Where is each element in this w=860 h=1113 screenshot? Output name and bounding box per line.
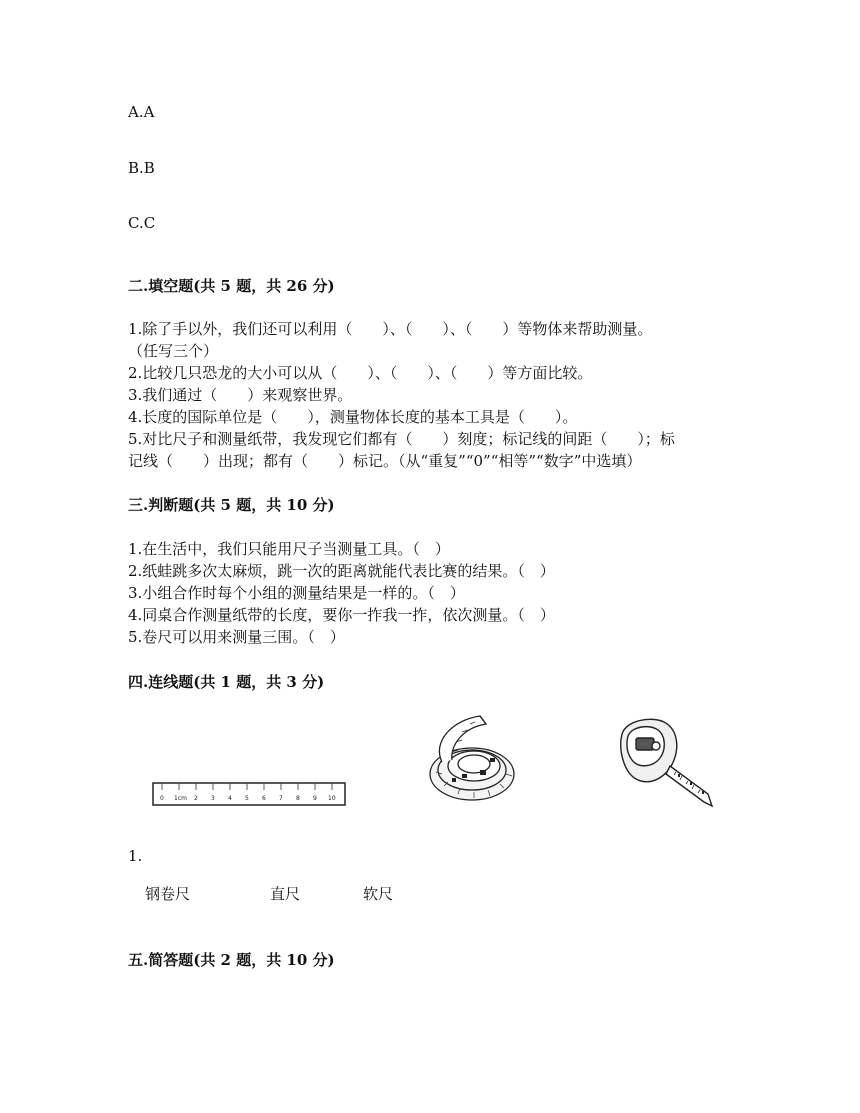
match-label-ruler: 直尺 — [270, 885, 301, 903]
judge-question-line: 4.同桌合作测量纸带的长度，要你一拃我一拃，依次测量。（ ） — [128, 606, 555, 624]
fill-question-line: 3.我们通过（ ）来观察世界。 — [128, 386, 353, 404]
ruler-label: 6 — [262, 795, 266, 802]
match-label-steel-tape: 钢卷尺 — [145, 885, 191, 903]
true-false-questions — [128, 538, 738, 648]
ruler-label: 3 — [211, 795, 215, 802]
section3-heading: 三.判断题(共 5 题，共 10 分) — [128, 496, 335, 514]
fill-question-line: 1.除了手以外，我们还可以利用（ ）、（ ）、（ ）等物体来帮助测量。 — [128, 320, 653, 338]
straight-ruler-image — [152, 782, 346, 808]
section5-heading: 五.简答题(共 2 题，共 10 分) — [128, 951, 335, 969]
soft-tape-image — [422, 712, 526, 808]
question-number: 1. — [128, 847, 143, 865]
judge-question-line: 5.卷尺可以用来测量三围。（ ） — [128, 628, 345, 646]
ruler-label: 1cm — [174, 795, 187, 802]
ruler-label: 2 — [194, 795, 198, 802]
steel-tape-image — [612, 714, 716, 810]
judge-question-line: 2.纸蛙跳多次太麻烦，跳一次的距离就能代表比赛的结果。（ ） — [128, 562, 555, 580]
option-b: B.B — [128, 159, 155, 177]
judge-question-line: 1.在生活中，我们只能用尺子当测量工具。（ ） — [128, 540, 450, 558]
fill-question-line: 4.长度的国际单位是（ ），测量物体长度的基本工具是（ ）。 — [128, 408, 578, 426]
fill-question-line: （任写三个） — [128, 342, 219, 360]
match-label-soft-tape: 软尺 — [363, 885, 394, 903]
fill-question-line: 记线（ ）出现；都有（ ）标记。（从“重复”“0”“相等”“数字”中选填） — [128, 452, 642, 470]
fill-in-questions — [128, 318, 738, 472]
judge-question-line: 3.小组合作时每个小组的测量结果是一样的。（ ） — [128, 584, 465, 602]
ruler-label: 5 — [245, 795, 249, 802]
fill-question-line: 2.比较几只恐龙的大小可以从（ ）、（ ）、（ ）等方面比较。 — [128, 364, 593, 382]
ruler-label: 9 — [313, 795, 317, 802]
ruler-label: 7 — [279, 795, 283, 802]
ruler-label: 4 — [228, 795, 232, 802]
fill-question-line: 5.对比尺子和测量纸带，我发现它们都有（ ）刻度；标记线的间距（ ）；标 — [128, 430, 675, 448]
option-a: A.A — [128, 103, 155, 121]
ruler-label: 0 — [160, 795, 164, 802]
ruler-label: 8 — [296, 795, 300, 802]
section2-heading: 二.填空题(共 5 题，共 26 分) — [128, 277, 335, 295]
section4-heading: 四.连线题(共 1 题，共 3 分) — [128, 673, 325, 691]
option-c: C.C — [128, 214, 156, 232]
ruler-label: 10 — [328, 795, 336, 802]
